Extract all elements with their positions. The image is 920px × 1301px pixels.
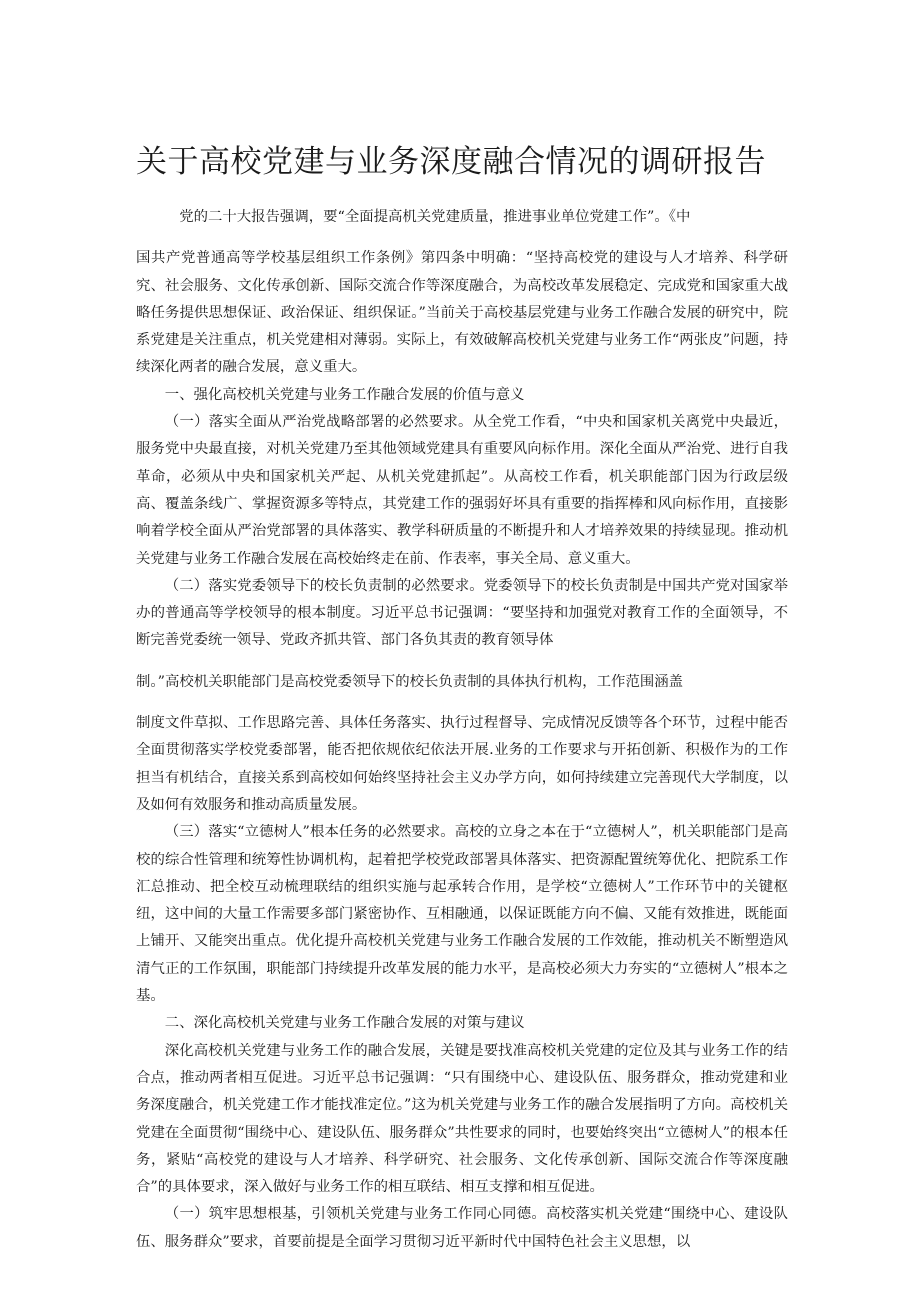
- paragraph-1-2-continued-2: 制度文件草拟、工作思路完善、具体任务落实、执行过程督导、完成情况反馈等各个环节，过程中能否全面贯彻落实学校党委部署，能否把依规依纪依法开展.业务的工作要求与开拓创新、积极作为的工作担当有机结合，直接关系到高校如何始终坚持社会主义办学方向，如何持续建立完善现代大学制度，以及如何有效服务和推动高质量发展。: [136, 715, 788, 813]
- paragraph-1-2-continued: 制。”高校机关职能部门是高校党委领导下的校长负责制的具体执行机构，工作范围涵盖: [136, 673, 684, 690]
- section-heading-2: 二、深化高校机关党建与业务工作融合发展的对策与建议: [164, 1015, 525, 1032]
- document-body: [136, 204, 788, 1256]
- paragraph-1-2: （二）落实党委领导下的校长负责制的必然要求。党委领导下的校长负责制是中国共产党对国家举办的普通高等学校领导的根本制度。习近平总书记强调：“要坚持和加强党对教育工作的全面领导，不断完善党委统一领导、党政齐抓共管、部门各负其责的教育领导体: [136, 577, 788, 649]
- paragraph-2-1: （一）筑牢思想根基，引领机关党建与业务工作同心同德。高校落实机关党建“围绕中心、建设队伍、服务群众”要求，首要前提是全面学习贯彻习近平新时代中国特色社会主义思想，以: [136, 1206, 788, 1250]
- paragraph-1-1: （一）落实全面从严治党战略部署的必然要求。从全党工作看，“中央和国家机关离党中央最近，服务党中央最直接，对机关党建乃至其他领域党建具有重要风向标作用。深化全面从严治党、进行自我革命，必须从中央和国家机关严起、从机关党建抓起”。从高校工作看，机关职能部门因为行政层级高、覆盖条线广、掌握资源多等特点，其党建工作的强弱好坏具有重要的指挥棒和风向标作用，直接影响着学校全面从严治党部署的具体落实、教学科研质量的不断提升和人才培养效果的持续显现。推动机关党建与业务工作融合发展在高校始终走在前、作表率，事关全局、意义重大。: [136, 414, 788, 567]
- section-heading-1: 一、强化高校机关党建与业务工作融合发展的价值与意义: [164, 386, 525, 403]
- paragraph-intro-body: 国共产党普通高等学校基层组织工作条例》第四条中明确：“坚持高校党的建设与人才培养、科学研究、社会服务、文化传承创新、国际交流合作等深度融合，为高校改革发展稳定、完成党和国家重大战略任务提供思想保证、政治保证、组织保证。”当前关于高校基层党建与业务工作融合发展的研究中，院系党建是关注重点，机关党建相对薄弱。实际上，有效破解高校机关党建与业务工作“两张皮”问题，持续深化两者的融合发展，意义重大。: [136, 250, 788, 376]
- paragraph-2-intro: 深化高校机关党建与业务工作的融合发展，关键是要找准高校机关党建的定位及其与业务工作的结合点，推动两者相互促进。习近平总书记强调：“只有围绕中心、建设队伍、服务群众，推动党建和业务深度融合，机关党建工作才能找准定位。”这为机关党建与业务工作的融合发展指明了方向。高校机关党建在全面贯彻“围绕中心、建设队伍、服务群众”共性要求的同时，也要始终突出“立德树人”的根本任务，紧贴“高校党的建设与人才培养、科学研究、社会服务、文化传承创新、国际交流合作等深度融合”的具体要求，深入做好与业务工作的相互联结、相互支撑和相互促进。: [136, 1042, 788, 1196]
- document-title: 关于高校党建与业务深度融合情况的调研报告: [136, 144, 766, 180]
- paragraph-1-3: （三）落实“立德树人”根本任务的必然要求。高校的立身之本在于“立德树人”，机关职能部门是高校的综合性管理和统筹性协调机构，起着把学校党政部署具体落实、把资源配置统筹优化、把院系工作汇总推动、把全校互动梳理联结的组织实施与起承转合作用，是学校“立德树人”工作环节中的关键枢纽，这中间的大量工作需要多部门紧密协作、互相融通，以保证既能方向不偏、又能有效推进，既能面上铺开、又能突出重点。优化提升高校机关党建与业务工作融合发展的工作效能，推动机关不断塑造风清气正的工作氛围，职能部门持续提升改革发展的能力水平，是高校必须大力夯实的“立德树人”根本之基。: [136, 824, 788, 1005]
- paragraph-intro-line: 党的二十大报告强调，要“全面提高机关党建质量，推进事业单位党建工作”。《中: [179, 209, 691, 225]
